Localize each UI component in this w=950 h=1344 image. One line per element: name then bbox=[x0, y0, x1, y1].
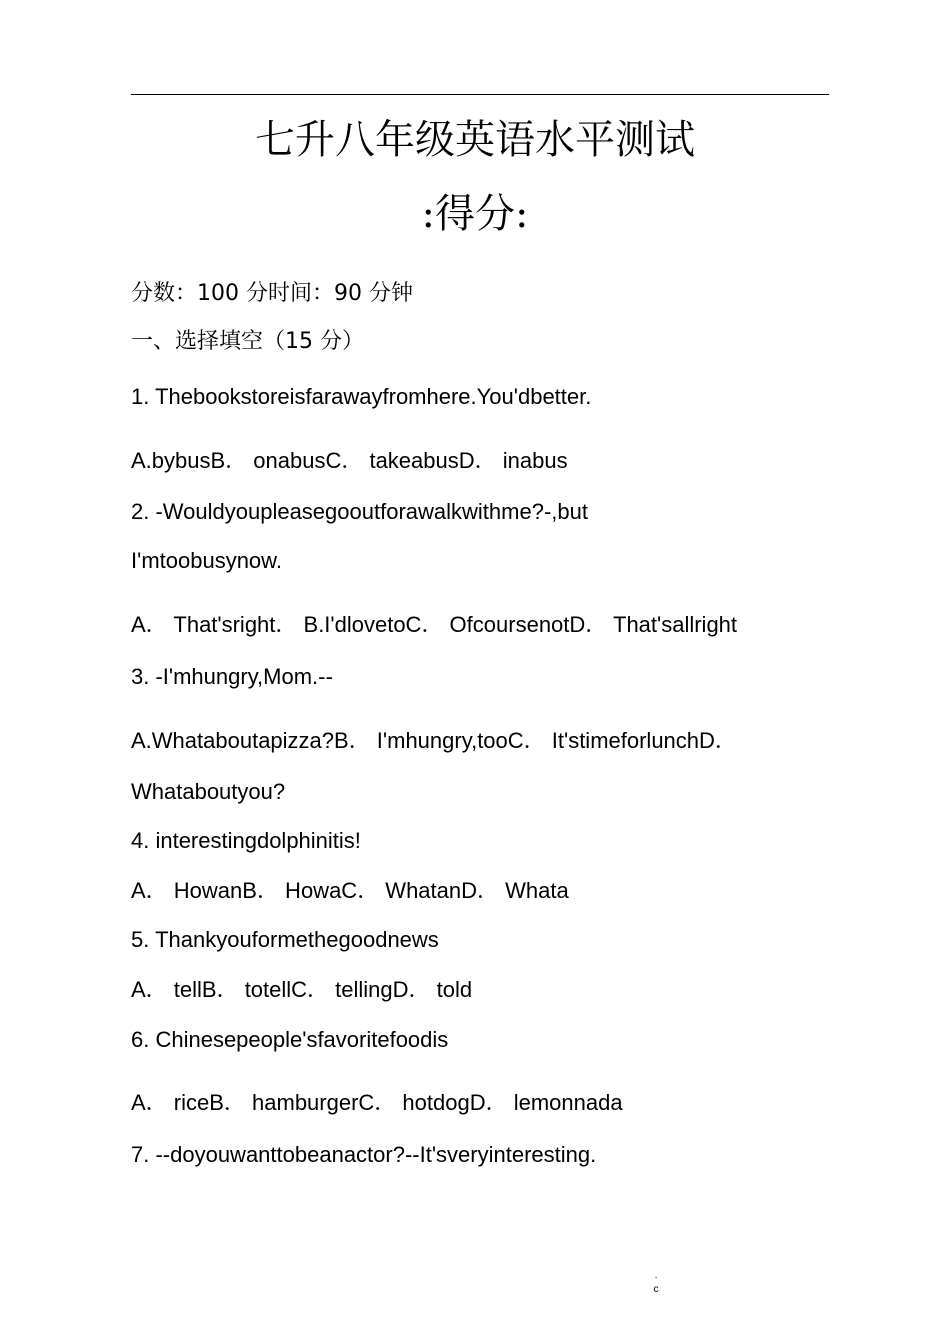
answer-options: A． HowanB． HowaC． WhatanD． Whata bbox=[131, 878, 569, 903]
question-line: 3. -I'mhungry,Mom.-- bbox=[131, 664, 333, 689]
answer-options: A． tellB． totellC． tellingD． told bbox=[131, 977, 473, 1002]
footer-mark: c bbox=[653, 1284, 659, 1295]
question-line: I'mtoobusynow. bbox=[131, 548, 282, 573]
footer-dot: . bbox=[654, 1270, 658, 1281]
question-line: 6. Chinesepeople'sfavoritefoodis bbox=[131, 1027, 449, 1052]
question-line: 5. Thankyouformethegoodnews bbox=[131, 927, 439, 952]
section-heading: 一、选择填空（15 分） bbox=[131, 329, 364, 354]
question-line: 7. --doyouwanttobeanactor?--It'sveryinteresting. bbox=[131, 1142, 597, 1167]
answer-options: Whataboutyou? bbox=[131, 779, 286, 804]
answer-options: A.Whataboutapizza?B． I'mhungry,tooC． It'stimeforlunchD． bbox=[131, 728, 737, 753]
answer-options: A.bybusB． onabusC． takeabusD． inabus bbox=[131, 448, 568, 473]
question-line: 4. interestingdolphinitis! bbox=[131, 828, 361, 853]
page-title: 七升八年级英语水平测试 bbox=[255, 117, 695, 163]
answer-options: A． That'sright． B.I'dlovetoC． OfcoursenotD． That'sallright bbox=[131, 612, 738, 637]
question-line: 1. Thebookstoreisfarawayfromhere.You'dbetter. bbox=[131, 384, 592, 409]
answer-options: A． riceB． hamburgerC． hotdogD． lemonnada bbox=[131, 1090, 623, 1115]
header-rule bbox=[131, 94, 829, 95]
score-title: :得分: bbox=[421, 191, 529, 237]
question-line: 2. -Wouldyoupleasegooutforawalkwithme?-,but bbox=[131, 499, 588, 524]
exam-meta: 分数：100 分时间：90 分钟 bbox=[131, 281, 413, 306]
